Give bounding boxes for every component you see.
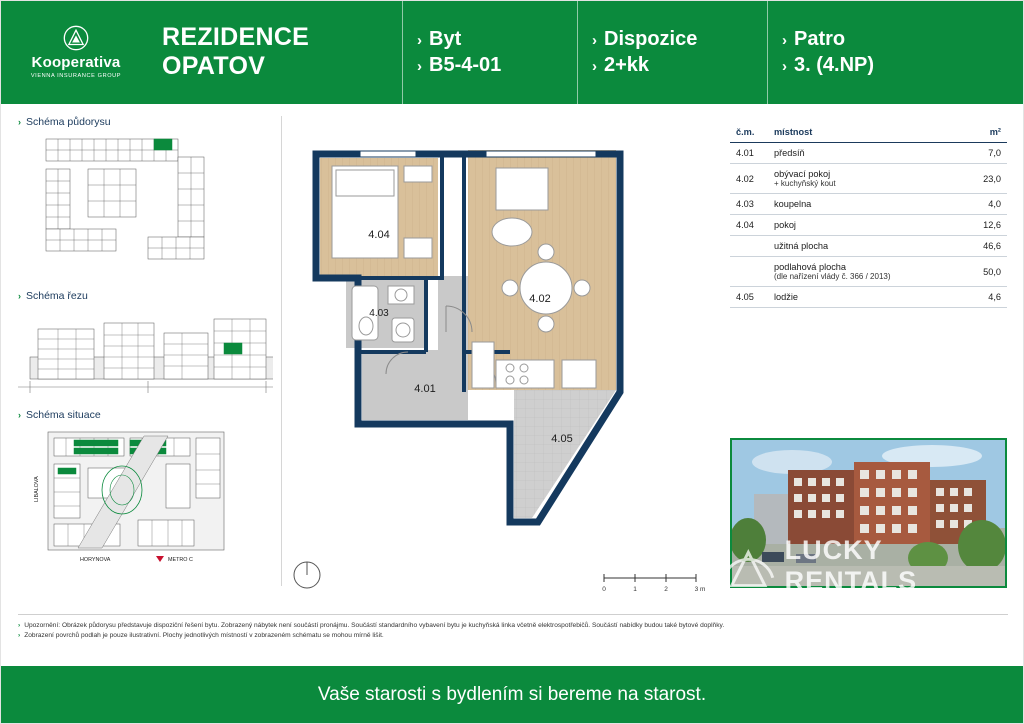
room-label-4-01: 4.01 <box>414 383 436 395</box>
chevron-right-icon: › <box>18 631 21 639</box>
table-row-usable-area <box>730 236 1007 257</box>
row-room: pokoj <box>768 215 963 236</box>
room-label-4-03: 4.03 <box>369 308 389 319</box>
brand-logo <box>0 0 152 104</box>
disclaimer-notes <box>18 614 1008 641</box>
section-scheme <box>18 309 273 409</box>
scale-tick-3: 3 m <box>694 586 706 593</box>
table-row <box>730 164 1007 194</box>
layout-value: 2+kk <box>604 54 650 76</box>
page-footer <box>0 666 1024 724</box>
situation-street-bottom: HORYNOVA <box>80 557 111 563</box>
chevron-right-icon: › <box>417 58 422 75</box>
header-cell-floor <box>767 0 1024 104</box>
row-room: užitná plocha <box>768 236 963 257</box>
row-area: 4,0 <box>963 194 1007 215</box>
table-row <box>730 215 1007 236</box>
row-area: 23,0 <box>963 164 1007 194</box>
kooperativa-logo-icon <box>63 25 89 51</box>
section-scheme-drawing <box>18 309 273 409</box>
left-schemes-column <box>18 116 273 568</box>
row-room: předsíň <box>768 143 963 164</box>
logo-subtitle: VIENNA INSURANCE GROUP <box>30 73 122 79</box>
chevron-right-icon: › <box>18 291 21 301</box>
building-photo <box>730 438 1007 588</box>
situation-scheme-label: Schéma situace <box>26 409 101 421</box>
row-area: 7,0 <box>963 143 1007 164</box>
row-room: koupelna <box>768 194 963 215</box>
layout-label: Dispozice <box>604 28 698 50</box>
row-room-sub: + kuchyňský kout <box>774 179 836 188</box>
floorplan-scheme-label: Schéma půdorysu <box>26 116 111 128</box>
room-label-4-04: 4.04 <box>368 229 390 241</box>
compass-north-icon <box>292 560 322 590</box>
floorplan-scheme-drawing <box>18 135 273 280</box>
scale-tick-1: 1 <box>633 586 637 593</box>
note-line-2 <box>18 631 1008 641</box>
note-line-1 <box>18 621 1008 631</box>
table-row <box>730 194 1007 215</box>
unit-value: B5-4-01 <box>429 54 502 76</box>
header-cell-layout <box>577 0 767 104</box>
situation-scheme <box>18 428 273 568</box>
chevron-right-icon: › <box>18 410 21 420</box>
row-room-main: podlahová plocha <box>774 262 847 272</box>
row-room <box>768 257 963 287</box>
table-header-num: č.m. <box>730 122 768 143</box>
table-row <box>730 287 1007 308</box>
vertical-divider <box>281 116 282 586</box>
situation-metro-label: METRO C <box>168 557 193 563</box>
project-title-line1: REZIDENCE <box>162 22 310 51</box>
row-area: 12,6 <box>963 215 1007 236</box>
table-header-room: místnost <box>768 122 963 143</box>
row-room: lodžie <box>768 287 963 308</box>
chevron-right-icon: › <box>592 32 597 49</box>
note-text-2: Zobrazení povrchů podlah je pouze ilustrativní. Plochy jednotlivých místností v zobrazeném schématu se mohou mírně lišit. <box>24 631 384 639</box>
table-header-area: m² <box>963 122 1007 143</box>
project-title <box>152 0 402 104</box>
section-scheme-label: Schéma řezu <box>26 290 88 302</box>
table-header-row <box>730 122 1007 143</box>
row-room <box>768 164 963 194</box>
chevron-right-icon: › <box>18 622 21 629</box>
row-num: 4.02 <box>730 164 768 194</box>
table-row-floor-area <box>730 257 1007 287</box>
row-area: 46,6 <box>963 236 1007 257</box>
chevron-right-icon: › <box>417 32 422 49</box>
situation-street-left: LIBALOVA <box>34 476 40 502</box>
floorplan-scheme <box>18 135 273 280</box>
page-header <box>0 0 1024 104</box>
room-label-4-02: 4.02 <box>529 293 551 305</box>
section-title-floorplan-scheme <box>18 116 273 128</box>
row-room-sub: (dle nařízení vlády č. 366 / 2013) <box>774 272 891 281</box>
apartment-floorplan <box>300 120 710 590</box>
footer-slogan: Vaše starosti s bydlením si bereme na starost. <box>317 684 707 705</box>
chevron-right-icon: › <box>592 58 597 75</box>
section-title-situation-scheme <box>18 409 273 421</box>
chevron-right-icon: › <box>18 117 21 127</box>
room-label-4-05: 4.05 <box>551 433 573 445</box>
floor-label: Patro <box>794 28 846 50</box>
row-num: 4.01 <box>730 143 768 164</box>
row-area: 50,0 <box>963 257 1007 287</box>
row-num: 4.03 <box>730 194 768 215</box>
header-cell-unit <box>402 0 577 104</box>
row-num <box>730 257 768 287</box>
unit-label: Byt <box>429 28 462 50</box>
room-schedule-table <box>730 122 1007 308</box>
apartment-floorplan-drawing <box>300 120 710 590</box>
chevron-right-icon: › <box>782 32 787 49</box>
row-room-main: obývací pokoj <box>774 169 831 179</box>
row-num: 4.05 <box>730 287 768 308</box>
metro-icon <box>156 556 164 562</box>
section-title-section-scheme <box>18 290 273 302</box>
chevron-right-icon: › <box>782 58 787 75</box>
notes-divider <box>18 614 1008 615</box>
row-num <box>730 236 768 257</box>
scale-tick-2: 2 <box>664 586 668 593</box>
situation-scheme-drawing <box>18 428 273 568</box>
building-photo-illustration <box>732 440 1005 586</box>
watermark-text: LUCKY RENTALS <box>784 535 918 596</box>
scale-tick-0: 0 <box>602 586 606 593</box>
project-title-line2: OPATOV <box>162 52 266 80</box>
scale-bar <box>600 572 720 599</box>
logo-name: Kooperativa <box>31 54 121 71</box>
row-area: 4,6 <box>963 287 1007 308</box>
row-num: 4.04 <box>730 215 768 236</box>
floor-value: 3. (4.NP) <box>794 54 875 76</box>
note-text-1: Upozornění: Obrázek půdorysu představuje dispoziční řešení bytu. Zobrazený nábytek není součástí pronájmu. Součástí standardního vybavení bytu je kuchyňská linka včetně elektrospotřebičů. Součástí nabídky budou také bytové doplňky. <box>24 622 725 629</box>
table-row <box>730 143 1007 164</box>
